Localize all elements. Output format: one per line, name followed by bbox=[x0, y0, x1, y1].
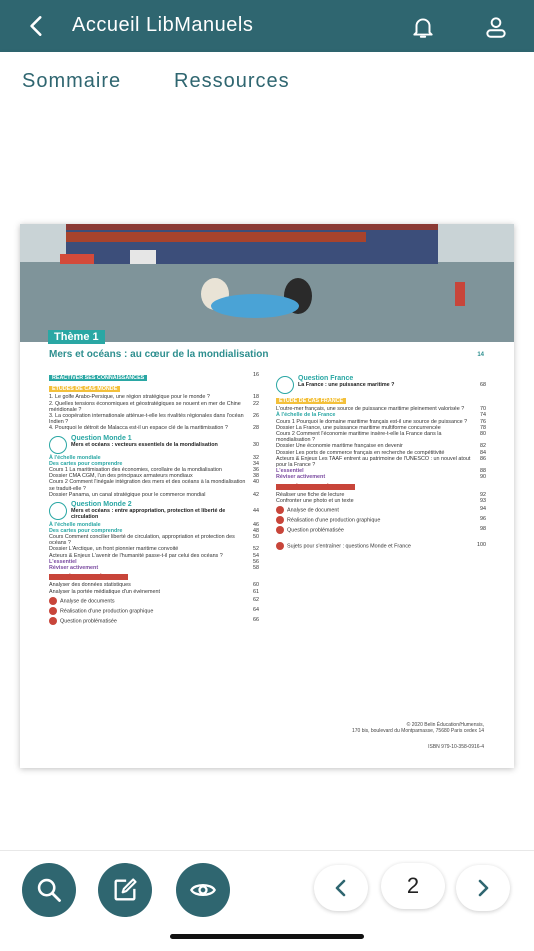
search-icon bbox=[35, 876, 63, 904]
tab-ressources[interactable]: Ressources bbox=[174, 70, 290, 92]
toc-entry[interactable]: Analyser des données statistiques 60 bbox=[49, 582, 259, 589]
question-monde-1[interactable]: Question Monde 1 Mers et océans : vecteurs essentiels de la mondialisation 30 bbox=[49, 436, 259, 454]
eye-icon bbox=[189, 876, 217, 904]
globe-icon bbox=[276, 376, 294, 394]
publisher-credit: © 2020 Belin Éducation/Humensis, 170 bis, boulevard du Montparnasse, 75680 Paris cedex 14 bbox=[351, 722, 484, 734]
toc-entry[interactable]: Dossier La France, une puissance maritime multiforme concurrencée 78 bbox=[276, 424, 486, 431]
toc-entry[interactable]: À l'échelle mondiale 46 bbox=[49, 521, 259, 528]
home-indicator bbox=[170, 934, 364, 939]
bell-icon[interactable] bbox=[410, 14, 436, 40]
toc-entry[interactable]: Confronter une photo et un texte 93 bbox=[276, 498, 486, 505]
toc-entry[interactable]: Acteurs & Enjeux L'avenir de l'humanité passe-t-il par celui des océans ? 54 bbox=[49, 552, 259, 559]
toc-left-column bbox=[49, 372, 259, 625]
toc-entry[interactable]: À l'échelle mondiale 32 bbox=[49, 454, 259, 461]
toc-entry[interactable]: Cours 1 Pourquoi le domaine maritime français est-il une source de puissance ? 76 bbox=[276, 418, 486, 425]
isbn: ISBN 979-10-358-0916-4 bbox=[428, 744, 484, 750]
next-page-button[interactable] bbox=[456, 865, 510, 911]
toc-entry[interactable]: 3. La coopération internationale atténue-t-elle les rivalités régionales dans l'océan Indien ? 26 bbox=[49, 413, 259, 426]
top-bar bbox=[0, 0, 534, 52]
tab-sommaire[interactable]: Sommaire bbox=[22, 70, 122, 92]
toc-entry[interactable]: Réviser activement 90 bbox=[276, 474, 486, 481]
bac-icon bbox=[276, 526, 284, 534]
toc-entry[interactable]: Analyser la portée médiatique d'un événement 61 bbox=[49, 588, 259, 595]
chapter-page-number: 14 bbox=[477, 352, 484, 358]
book-page[interactable] bbox=[20, 224, 514, 768]
toc-entry[interactable]: Dossier Les ports de commerce français en recherche de compétitivité 84 bbox=[276, 449, 486, 456]
bac-icon bbox=[49, 617, 57, 625]
toc-entry[interactable]: Question problématisée 66 bbox=[49, 617, 259, 625]
toc-entry[interactable]: Cours 1 La maritimisation des économies, corollaire de la mondialisation 36 bbox=[49, 467, 259, 474]
toc-entry[interactable]: Cours Comment concilier liberté de circulation, appropriation et protection des océans ? 50 bbox=[49, 534, 259, 547]
toc-entry[interactable]: Analyse de document 94 bbox=[276, 506, 486, 514]
bac-icon bbox=[276, 506, 284, 514]
view-button[interactable] bbox=[176, 863, 230, 917]
previous-page-button[interactable] bbox=[314, 865, 368, 911]
app-title: Accueil LibManuels bbox=[72, 14, 254, 36]
toc-right-column bbox=[276, 372, 486, 550]
chapter-title: Mers et océans : au cœur de la mondialisation bbox=[49, 349, 269, 360]
section-tag: ÉTUDE DE CAS FRANCE bbox=[276, 398, 346, 404]
toc-entry[interactable]: Réaliser une fiche de lecture 92 bbox=[276, 491, 486, 498]
edit-button[interactable] bbox=[98, 863, 152, 917]
toc-entry[interactable]: Des cartes pour comprendre 48 bbox=[49, 527, 259, 534]
section-tag: ACQUÉRIR LES MÉTHODES bbox=[49, 574, 128, 580]
toc-entry[interactable]: L'essentiel 56 bbox=[49, 558, 259, 565]
toc-entry[interactable]: Analyse de documents 62 bbox=[49, 597, 259, 605]
toc-entry[interactable]: 4. Pourquoi le détroit de Malacca est-il un espace clé de la maritimisation ? 28 bbox=[49, 425, 259, 432]
toc-entry[interactable]: Dossier L'Arctique, un front pionnier maritime convoité 52 bbox=[49, 546, 259, 553]
toc-entry[interactable]: L'essentiel 88 bbox=[276, 468, 486, 475]
edit-icon bbox=[111, 876, 139, 904]
tab-bar bbox=[0, 52, 534, 112]
toc-entry[interactable]: Sujets pour s'entraîner : questions Monde et France 100 bbox=[276, 542, 486, 550]
toc-entry[interactable]: Acteurs & Enjeux Les TAAF entrent au patrimoine de l'UNESCO : un nouvel atout pour la France ? 86 bbox=[276, 455, 486, 469]
toc-entry[interactable]: Dossier Une économie maritime française en devenir 82 bbox=[276, 443, 486, 450]
section-tag: ÉTUDES DE CAS MONDE bbox=[49, 386, 120, 392]
bac-icon bbox=[276, 516, 284, 524]
toc-entry[interactable]: Cours 2 Comment l'économie maritime insère-t-elle la France dans la mondialisation ? 80 bbox=[276, 431, 486, 444]
toc-entry[interactable]: Question problématisée 98 bbox=[276, 526, 486, 534]
section-tag: ACQUÉRIR LES MÉTHODES bbox=[276, 484, 355, 490]
toc-entry[interactable]: L'outre-mer français, une source de puissance maritime pleinement valorisée ? 70 bbox=[276, 406, 486, 413]
bac-icon bbox=[276, 542, 284, 550]
toc-entry[interactable]: À l'échelle de la France 74 bbox=[276, 412, 486, 419]
toc-entry[interactable]: RÉACTIVER SES CONNAISSANCES 16 bbox=[49, 372, 259, 383]
bac-icon bbox=[49, 597, 57, 605]
theme-badge: Thème 1 bbox=[48, 330, 105, 344]
toc-entry[interactable]: Réviser activement 58 bbox=[49, 565, 259, 572]
toc-entry[interactable]: Des cartes pour comprendre 34 bbox=[49, 460, 259, 467]
toc-entry[interactable]: Cours 2 Comment l'inégale intégration des mers et des océans à la mondialisation se traduit-elle ? 40 bbox=[49, 479, 259, 492]
back-icon[interactable] bbox=[24, 13, 50, 39]
search-button[interactable] bbox=[22, 863, 76, 917]
chevron-right-icon bbox=[471, 876, 495, 900]
cover-photo bbox=[20, 224, 514, 342]
globe-icon bbox=[49, 436, 67, 454]
globe-icon bbox=[49, 502, 67, 520]
question-france[interactable]: Question France La France : une puissance maritime ? 68 bbox=[276, 376, 486, 394]
toc-entry[interactable]: Réalisation d'une production graphique 96 bbox=[276, 516, 486, 524]
toc-entry[interactable]: Dossier Panama, un canal stratégique pour le commerce mondial 42 bbox=[49, 491, 259, 498]
user-icon[interactable] bbox=[483, 14, 509, 40]
question-monde-2[interactable]: Question Monde 2 Mers et océans : entre appropriation, protection et liberté de circulation 44 bbox=[49, 502, 259, 521]
bac-icon bbox=[49, 607, 57, 615]
toc-entry[interactable]: Dossier CMA CGM, l'un des principaux armateurs mondiaux 38 bbox=[49, 473, 259, 480]
toc-entry[interactable]: 2. Quelles tensions économiques et géostratégiques se nouent en mer de Chine méridionale ? 22 bbox=[49, 400, 259, 413]
toc-entry[interactable]: Réalisation d'une production graphique 64 bbox=[49, 607, 259, 615]
toc-entry[interactable]: 1. Le golfe Arabo-Persique, une région stratégique pour le monde ? 18 bbox=[49, 394, 259, 401]
page-number-input[interactable]: 2 bbox=[381, 863, 445, 909]
chevron-left-icon bbox=[329, 876, 353, 900]
